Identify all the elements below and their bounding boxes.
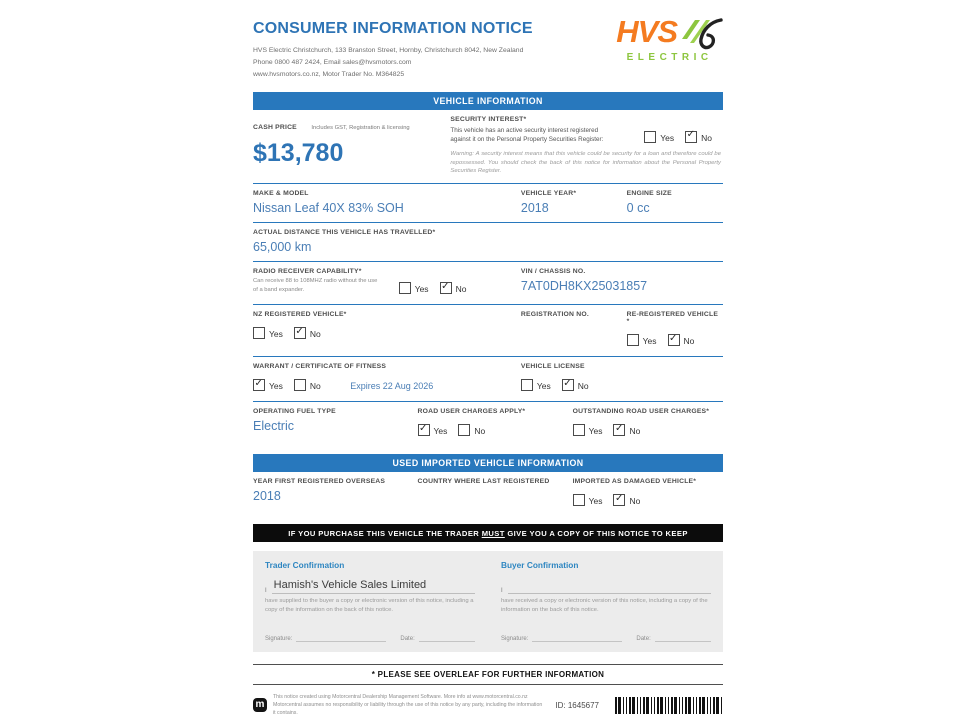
re-registered-yes-no <box>627 331 723 349</box>
yes-label: Yes <box>536 381 551 392</box>
footer-bar <box>253 693 723 718</box>
vehicle-year-block <box>521 190 627 215</box>
year-first-registered-value: 2018 <box>253 489 281 504</box>
ruc-outstanding-yes-no <box>573 421 723 439</box>
no-label: No <box>455 284 467 295</box>
make-model-block <box>253 190 521 215</box>
dealer-web-line: www.hvsmotors.co.nz, Motor Trader No. M364825 <box>253 71 405 79</box>
security-interest-warning: Warning: A security interest means that this vehicle could be security for a loan and therefore could be repossessed. You should check the back of this notice for information about the Personal Property Securities Register. <box>450 150 721 175</box>
cash-price-note: Includes GST, Registration & licensing <box>311 124 410 131</box>
re-registered-yes-checkbox[interactable] <box>627 334 639 346</box>
trader-confirmation-text: have supplied to the buyer a copy or electronic version of this notice, including a copy of the information on the back of this notice. <box>265 598 474 614</box>
vehicle-license-yes-checkbox[interactable] <box>521 379 533 391</box>
distance-block <box>253 229 435 254</box>
security-interest-yes-checkbox[interactable] <box>644 131 656 143</box>
buyer-signature-label: Signature: <box>501 635 529 642</box>
section-header-vehicle-information: VEHICLE INFORMATION <box>253 92 723 110</box>
radio-note: Can receive 88 to 108MHZ radio without the use of a band expander. <box>253 278 378 293</box>
vehicle-license-yes-no <box>521 376 723 394</box>
row-fuel-ruc <box>253 402 723 446</box>
vin-value: 7AT0DH8KX25031857 <box>520 279 648 294</box>
engine-size-block <box>627 190 723 215</box>
nz-registered-yes-checkbox[interactable] <box>253 327 265 339</box>
vehicle-license-no-checkbox[interactable] <box>562 379 574 391</box>
footer-rule-bottom <box>253 684 723 685</box>
imported-damaged-no-checkbox[interactable] <box>613 494 625 506</box>
make-model-value: Nissan Leaf 40X 83% SOH <box>253 201 404 216</box>
ruc-outstanding-yes-checkbox[interactable] <box>573 424 585 436</box>
no-label: No <box>309 381 321 392</box>
ruc-apply-label: ROAD USER CHARGES APPLY* <box>417 408 526 416</box>
page-title: CONSUMER INFORMATION NOTICE <box>253 20 533 37</box>
country-last-registered-block <box>418 478 573 509</box>
buyer-i-label: I <box>501 588 503 595</box>
imported-damaged-yes-no <box>573 491 723 509</box>
trader-name-field[interactable]: Hamish's Vehicle Sales Limited <box>272 579 475 594</box>
distance-value: 65,000 km <box>253 240 312 255</box>
vin-block <box>521 268 723 297</box>
year-first-registered-block <box>253 478 418 509</box>
software-note-line1: This notice created using Motorcentral Dealership Management Software. More info at www.motorcentral.co.nz <box>273 693 528 700</box>
trader-date-label: Date: <box>400 635 415 642</box>
yes-label: Yes <box>588 496 603 507</box>
purchase-band-must: MUST <box>481 528 505 538</box>
trader-confirmation-title: Trader Confirmation <box>265 560 345 571</box>
software-notes <box>273 693 543 718</box>
yes-label: Yes <box>433 426 448 437</box>
re-registered-label: RE-REGISTERED VEHICLE * <box>626 311 719 326</box>
radio-checkbox-block <box>399 268 521 297</box>
yes-label: Yes <box>588 426 603 437</box>
dealer-contact-line: Phone 0800 487 2424, Email sales@hvsmotors.com <box>253 59 412 67</box>
trader-signature-label: Signature: <box>265 635 293 642</box>
buyer-confirmation-title: Buyer Confirmation <box>501 560 579 571</box>
confirmation-panel <box>253 551 723 651</box>
vin-label: VIN / CHASSIS NO. <box>520 268 586 276</box>
header-text <box>253 14 533 82</box>
yes-label: Yes <box>414 284 429 295</box>
year-first-registered-label: YEAR FIRST REGISTERED OVERSEAS <box>253 478 386 486</box>
radio-yes-checkbox[interactable] <box>399 282 411 294</box>
nz-registered-label: NZ REGISTERED VEHICLE* <box>253 311 347 319</box>
security-interest-yes-no <box>644 128 723 146</box>
security-interest-block <box>450 116 723 177</box>
row-registration <box>253 305 723 357</box>
make-model-label: MAKE & MODEL <box>253 190 309 198</box>
registration-no-label: REGISTRATION NO. <box>520 311 589 319</box>
trader-signature-row <box>265 632 475 642</box>
cash-price-block <box>253 116 450 177</box>
vehicle-year-label: VEHICLE YEAR* <box>520 190 577 198</box>
imported-damaged-label: IMPORTED AS DAMAGED VEHICLE* <box>572 478 697 486</box>
purchase-notice-band <box>253 524 723 542</box>
ruc-apply-yes-no <box>418 421 573 439</box>
no-label: No <box>474 426 486 437</box>
fuel-type-value: Electric <box>253 419 294 434</box>
wof-label: WARRANT / CERTIFICATE OF FITNESS <box>253 363 387 371</box>
dealer-address-line1: HVS Electric Christchurch, 133 Branston Street, Hornby, Christchurch 8042, New Zealand <box>253 47 524 54</box>
ruc-outstanding-block <box>573 408 723 439</box>
wof-answer <box>253 376 521 394</box>
wof-yes-checkbox[interactable] <box>253 379 265 391</box>
wof-yes-no <box>253 376 332 394</box>
re-registered-block <box>627 311 723 349</box>
buyer-confirmation-text: have received a copy or electronic version of this notice, including a copy of the information on the back of this notice. <box>501 598 708 614</box>
engine-size-value: 0 cc <box>626 201 650 216</box>
yes-label: Yes <box>269 329 283 340</box>
buyer-confirmation <box>501 560 711 641</box>
nz-registered-block <box>253 311 521 349</box>
no-label: No <box>577 381 589 392</box>
ruc-outstanding-label: OUTSTANDING ROAD USER CHARGES* <box>572 408 710 416</box>
radio-yes-no <box>399 279 478 297</box>
wof-expiry: Expires 22 Aug 2026 <box>350 381 434 392</box>
no-label: No <box>309 329 321 340</box>
motorcentral-logo-icon: m <box>253 698 267 712</box>
imported-damaged-yes-checkbox[interactable] <box>573 494 585 506</box>
no-label: No <box>629 496 641 507</box>
security-interest-no-checkbox[interactable] <box>685 131 697 143</box>
imported-damaged-block <box>573 478 723 509</box>
radio-no-checkbox[interactable] <box>440 282 452 294</box>
ruc-apply-yes-checkbox[interactable] <box>418 424 430 436</box>
no-label: No <box>683 336 695 347</box>
software-note-line2: Motorcentral assumes no responsibility or liability through the use of this notice by any party, including the information it contains. <box>273 701 543 717</box>
hvs-logo-text: HVS <box>616 14 677 49</box>
hvs-logo <box>616 14 723 63</box>
consumer-information-notice <box>253 14 723 718</box>
hvs-logo-tagline: ELECTRIC <box>626 52 713 63</box>
section-header-used-imported: USED IMPORTED VEHICLE INFORMATION <box>253 454 723 472</box>
radio-block <box>253 268 399 297</box>
purchase-band-suffix: GIVE YOU A COPY OF THIS NOTICE TO KEEP <box>504 528 688 538</box>
barcode <box>615 697 723 714</box>
wof-no-checkbox[interactable] <box>294 379 306 391</box>
vehicle-year-value: 2018 <box>520 201 549 216</box>
wof-block <box>253 363 521 394</box>
engine-size-label: ENGINE SIZE <box>626 190 672 198</box>
trader-i-label: I <box>265 588 267 595</box>
row-price-security <box>253 110 723 185</box>
trader-signature-field[interactable] <box>296 632 386 642</box>
security-interest-label: SECURITY INTEREST* <box>450 115 527 123</box>
no-label: No <box>701 132 712 143</box>
ruc-outstanding-no-checkbox[interactable] <box>613 424 625 436</box>
overleaf-note: * PLEASE SEE OVERLEAF FOR FURTHER INFORMATION <box>371 669 605 679</box>
cash-price-label: CASH PRICE <box>253 123 297 131</box>
purchase-band-prefix: IF YOU PURCHASE THIS VEHICLE THE TRADER <box>288 528 482 538</box>
yes-label: Yes <box>642 336 657 347</box>
ruc-apply-block <box>418 408 573 439</box>
security-interest-description: This vehicle has an active security interest registered against it on the Personal Property Securities Register: <box>450 126 604 144</box>
notice-id: ID: 1645677 <box>555 700 599 710</box>
buyer-signature-field[interactable] <box>532 632 622 642</box>
hvs-logo-top <box>616 14 723 51</box>
trader-confirmation <box>265 560 475 641</box>
buyer-name-field[interactable] <box>508 579 711 594</box>
buyer-date-label: Date: <box>636 635 651 642</box>
row-used-imported <box>253 472 723 516</box>
buyer-name-line <box>501 579 711 594</box>
country-last-registered-label: COUNTRY WHERE LAST REGISTERED <box>417 478 550 486</box>
registration-no-block <box>521 311 627 349</box>
nz-registered-yes-no <box>253 324 521 342</box>
cash-price-value: $13,780 <box>253 138 344 167</box>
row-make-model <box>253 184 723 223</box>
trader-date-field[interactable] <box>419 632 475 642</box>
re-registered-no-checkbox[interactable] <box>668 334 680 346</box>
row-radio-vin <box>253 262 723 305</box>
yes-label: Yes <box>660 132 675 143</box>
vehicle-license-label: VEHICLE LICENSE <box>520 363 585 371</box>
buyer-signature-row <box>501 632 711 642</box>
document-header <box>253 14 723 82</box>
ruc-apply-no-checkbox[interactable] <box>458 424 470 436</box>
radio-label: RADIO RECEIVER CAPABILITY* <box>253 268 362 276</box>
fuel-type-block <box>253 408 418 439</box>
buyer-date-field[interactable] <box>655 632 711 642</box>
no-label: No <box>629 426 641 437</box>
nz-registered-no-checkbox[interactable] <box>294 327 306 339</box>
yes-label: Yes <box>269 381 283 392</box>
road-swoosh-icon <box>677 18 723 51</box>
row-distance <box>253 223 723 262</box>
trader-name-line <box>265 579 475 594</box>
vehicle-license-block <box>521 363 723 394</box>
row-wof-license <box>253 357 723 402</box>
distance-label: ACTUAL DISTANCE THIS VEHICLE HAS TRAVELLED* <box>253 229 436 237</box>
fuel-type-label: OPERATING FUEL TYPE <box>253 408 336 416</box>
